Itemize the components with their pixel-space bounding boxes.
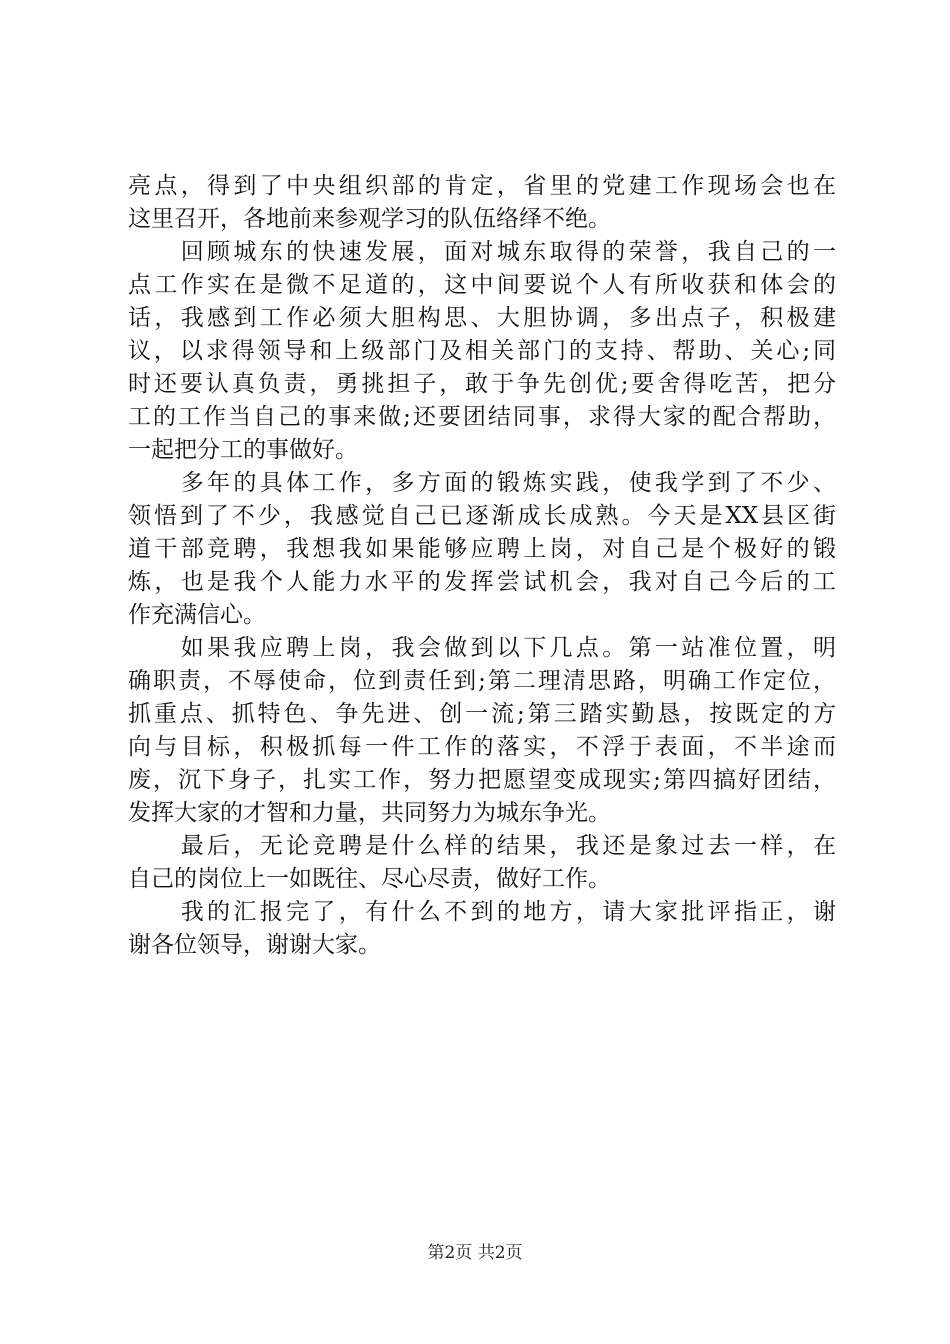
text-line: 谢各位领导，谢谢大家。 <box>128 932 381 958</box>
body-text <box>128 170 836 962</box>
text-line: 最后，无论竞聘是什么样的结果，我还是象过去一样，在 <box>128 833 836 859</box>
text-line: 时还要认真负责，勇挑担子，敢于争先创优;要舍得吃苦，把分 <box>128 371 836 397</box>
text-line: 工的工作当自己的事来做;还要团结同事，求得大家的配合帮助， <box>128 404 836 430</box>
text-line: 向与目标，积极抓每一件工作的落实，不浮于表面，不半途而 <box>128 734 836 760</box>
text-line: 点工作实在是微不足道的，这中间要说个人有所收获和体会的 <box>128 272 836 298</box>
text-line: 多年的具体工作，多方面的锻炼实践，使我学到了不少、 <box>128 470 836 496</box>
page-number-footer: 第2页 共2页 <box>427 1243 523 1263</box>
text-line: 作充满信心。 <box>128 602 266 628</box>
text-line: 议，以求得领导和上级部门及相关部门的支持、帮助、关心;同 <box>128 338 836 364</box>
text-line: 如果我应聘上岗，我会做到以下几点。第一站准位置，明 <box>128 635 836 661</box>
text-line: 回顾城东的快速发展，面对城东取得的荣誉，我自己的一 <box>128 239 836 265</box>
text-line: 发挥大家的才智和力量，共同努力为城东争光。 <box>128 800 611 826</box>
text-line: 炼，也是我个人能力水平的发挥尝试机会，我对自己今后的工 <box>128 569 836 595</box>
text-line: 自己的岗位上一如既往、尽心尽责，做好工作。 <box>128 866 611 892</box>
text-line: 道干部竞聘，我想我如果能够应聘上岗，对自己是个极好的锻 <box>128 536 836 562</box>
text-line: 一起把分工的事做好。 <box>128 437 358 463</box>
text-line: 废，沉下身子，扎实工作，努力把愿望变成现实;第四搞好团结， <box>128 767 836 793</box>
text-line: 这里召开，各地前来参观学习的队伍络绎不绝。 <box>128 206 611 232</box>
text-line: 话，我感到工作必须大胆构思、大胆协调，多出点子，积极建 <box>128 305 836 331</box>
text-line: 亮点，得到了中央组织部的肯定，省里的党建工作现场会也在 <box>128 173 836 199</box>
text-line: 我的汇报完了，有什么不到的地方，请大家批评指正，谢 <box>128 899 836 925</box>
text-line: 领悟到了不少，我感觉自己已逐渐成长成熟。今天是XX县区街 <box>128 503 836 529</box>
text-line: 抓重点、抓特色、争先进、创一流;第三踏实勤恳，按既定的方 <box>128 701 836 727</box>
text-line: 确职责，不辱使命，位到责任到;第二理清思路，明确工作定位， <box>128 668 836 694</box>
